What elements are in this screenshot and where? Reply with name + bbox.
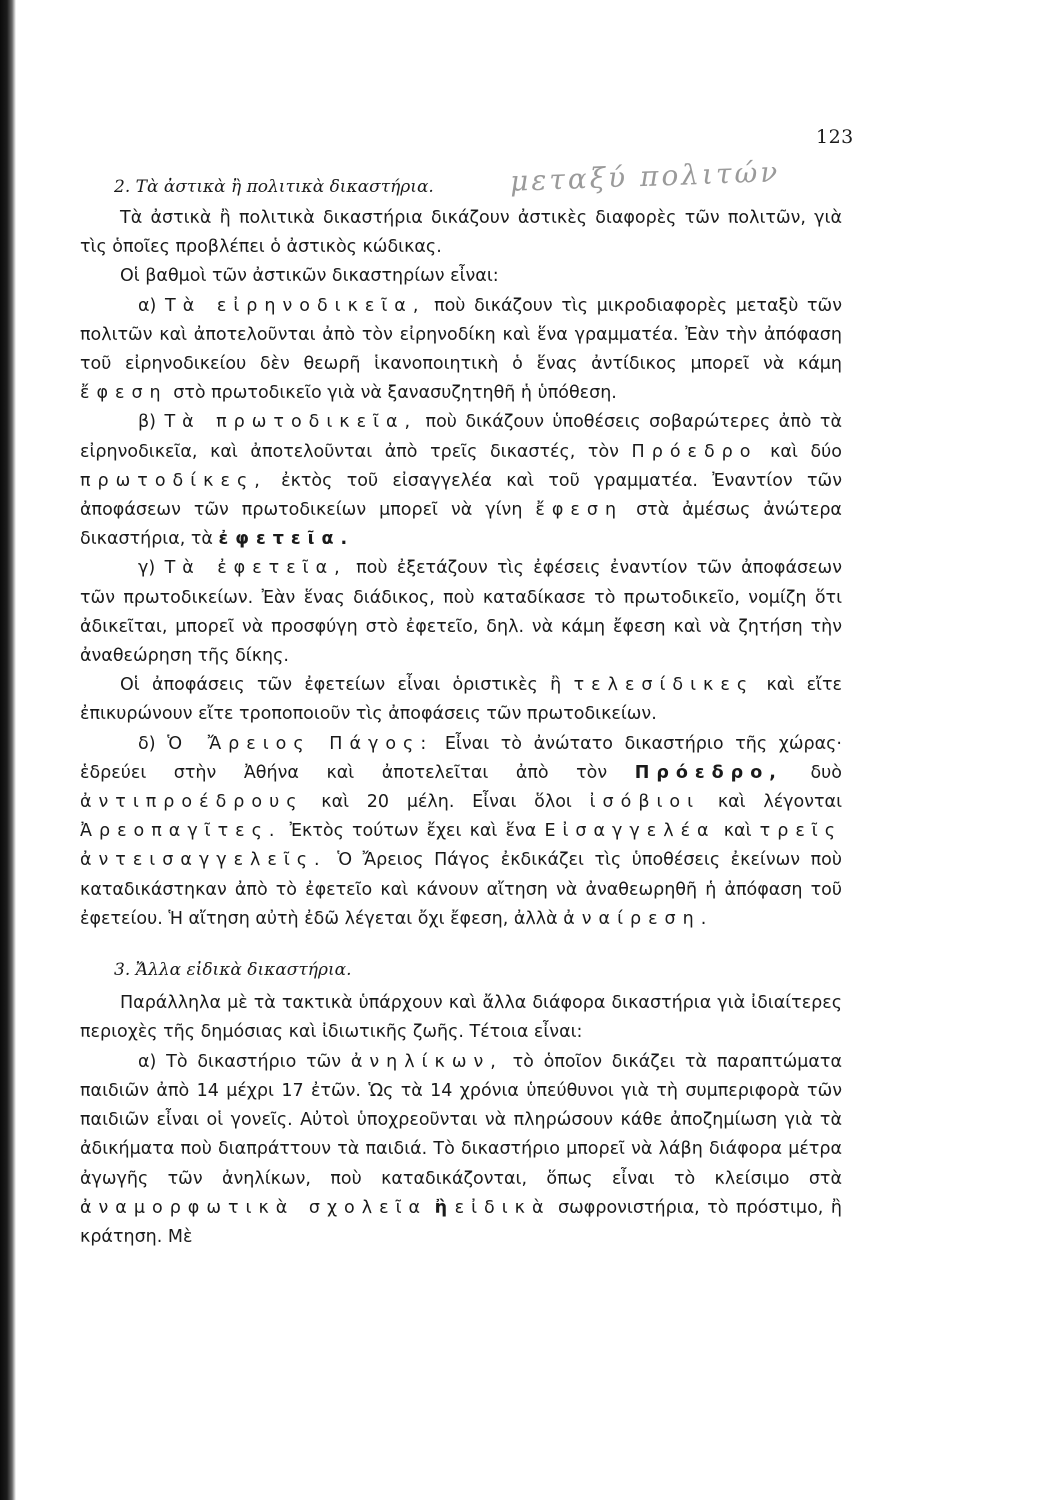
page-body <box>80 170 842 1252</box>
paragraph-appeal-decisions: Οἱ ἀποφάσεις τῶν ἐφετείων εἶναι ὁριστικὲς ἢ τελεσίδικες καὶ εἴτε ἐπικυρώνουν εἴτε τροποποιοῦν τὶς ἀποφάσεις τῶν πρωτοδικείων. <box>80 675 842 725</box>
term-first-instance-courts: Τὰ πρωτοδικεῖα, <box>164 412 418 433</box>
paragraph-civil-courts-intro: Τὰ ἀστικὰ ἢ πολιτικὰ δικαστήρια δικάζουν ἀστικὲς διαφορὲς τῶν πολιτῶν, γιὰ τὶς ὁποῖες προβλέπει ὁ ἀστικὸς κώδικας. <box>80 208 842 258</box>
item-b-first-instance-courts: β) Τὰ πρωτοδικεῖα, ποὺ δικάζουν ὑποθέσεις σοβαρώτερες ἀπὸ τὰ εἰρηνοδικεῖα, καὶ ἀποτελοῦνται ἀπὸ τρεῖς δικαστές, τὸν Πρόεδρο καὶ δύο πρωτοδίκες, ἐκτὸς τοῦ εἰσαγγελέα καὶ τοῦ γραμματέα. Ἐναντίον τῶν ἀποφάσεων τῶν πρωτοδικείων μπορεῖ νὰ γίνη ἔφεση στὰ ἀμέσως ἀνώτερα δικαστήρια, τὰ ἐφετεῖα. <box>80 412 842 550</box>
item-a-magistrate-courts: α) Τὰ εἰρηνοδικεῖα, ποὺ δικάζουν τὶς μικροδιαφορὲς μεταξὺ τῶν πολιτῶν καὶ ἀποτελοῦνται ἀπὸ τὸν εἰρηνοδίκη καὶ ἕνα γραμματέα. Ἐὰν τὴν ἀπόφαση τοῦ εἰρηνοδικείου δὲν θεωρῆ ἱκανοποιητικὴ ὁ ἕνας ἀντίδικος μπορεῖ νὰ κάμη ἔφεση στὸ πρωτοδικεῖο γιὰ νὰ ξανασυζητηθῆ ἡ ὑπόθεση. <box>80 295 842 404</box>
item-c-appeal-courts: γ) Τὰ ἐφετεῖα, ποὺ ἐξετάζουν τὶς ἐφέσεις ἐναντίον τῶν ἀποφάσεων τῶν πρωτοδικείων. Ἐὰν ἕνας διάδικος, ποὺ καταδίκασε τὸ πρωτοδικεῖο, νομίζη ὅτι ἀδικεῖται, μπορεῖ νὰ προσφύγη στὸ ἐφετεῖο, δηλ. νὰ κάμη ἔφεση καὶ νὰ ζητήση τὴν ἀναθεώρηση τῆς δίκης. <box>80 558 842 667</box>
term-juveniles: ἀνηλίκων, <box>350 1051 503 1072</box>
term-areios-pagos: Ὁ Ἄρειος Πάγος: <box>167 733 434 754</box>
term-appeal-courts: Τὰ ἐφετεῖα, <box>164 558 347 579</box>
paragraph-special-courts-intro: Παράλληλα μὲ τὰ τακτικὰ ὑπάρχουν καὶ ἄλλα διάφορα δικαστήρια γιὰ ἰδιαίτερες περιοχὲς τῆς δημόσιας καὶ ἰδιωτικῆς ζωῆς. Τέτοια εἶναι: <box>80 993 842 1043</box>
section-heading-special-courts: 3. Ἄλλα εἰδικὰ δικαστήρια. <box>114 960 352 981</box>
item-d-areios-pagos: δ) Ὁ Ἄρειος Πάγος: Εἶναι τὸ ἀνώτατο δικαστήριο τῆς χώρας· ἑδρεύει στὴν Ἀθήνα καὶ ἀποτελεῖται ἀπὸ τὸν Πρόεδρο, δυὸ ἀντιπροέδρους καὶ 20 μέλη. Εἶναι ὅλοι ἰσόβιοι καὶ λέγονται Ἀρεοπαγῖτες. Ἐκτὸς τούτων ἔχει καὶ ἕνα Εἰσαγγελέα καὶ τρεῖς ἀντεισαγγελεῖς. Ὁ Ἄρειος Πάγος ἐκδικάζει τὶς ὑποθέσεις ἐκείνων ποὺ καταδικάστηκαν ἀπὸ τὸ ἐφετεῖο καὶ κάνουν αἴτηση νὰ ἀναθεωρηθῆ ἡ ἀπόφαση τοῦ ἐφετείου. Ἡ αἴτηση αὐτὴ ἐδῶ λέγεται ὄχι ἔφεση, ἀλλὰ ἀναίρεση. <box>80 733 842 929</box>
page-number: 123 <box>816 126 854 148</box>
term-magistrate-courts: Τὰ εἰρηνοδικεῖα, <box>165 295 426 316</box>
paragraph-court-levels: Οἱ βαθμοὶ τῶν ἀστικῶν δικαστηρίων εἶναι: <box>120 266 499 287</box>
handwritten-annotation: μεταξύ πολιτών <box>509 155 781 198</box>
section-heading-civil-courts: 2. Τὰ ἀστικὰ ἢ πολιτικὰ δικαστήρια. <box>114 177 434 197</box>
item-a-juvenile-court: α) Τὸ δικαστήριο τῶν ἀνηλίκων, τὸ ὁποῖον δικάζει τὰ παραπτώματα παιδιῶν ἀπὸ 14 μέχρι 17 ἐτῶν. Ὡς τὰ 14 χρόνια ὑπεύθυνοι γιὰ τὴ συμπεριφορὰ τῶν παιδιῶν εἶναι οἱ γονεῖς. Αὐτοὶ ὑποχρεοῦνται νὰ πληρώσουν κάθε ἀποζημίωση γιὰ τὰ ἀδικήματα ποὺ διαπράττουν τὰ παιδιά. Τὸ δικαστήριο μπορεῖ νὰ λάβη διάφορα μέτρα ἀγωγῆς τῶν ἀνηλίκων, ποὺ καταδικάζονται, ὅπως εἶναι τὸ κλείσιμο στὰ ἀναμορφωτικὰ σχολεῖα ἢ εἰδικὰ σωφρονιστήρια, τὸ πρόστιμο, ἢ κράτηση. Μὲ <box>80 1051 843 1247</box>
scan-page-edge <box>0 0 16 1500</box>
